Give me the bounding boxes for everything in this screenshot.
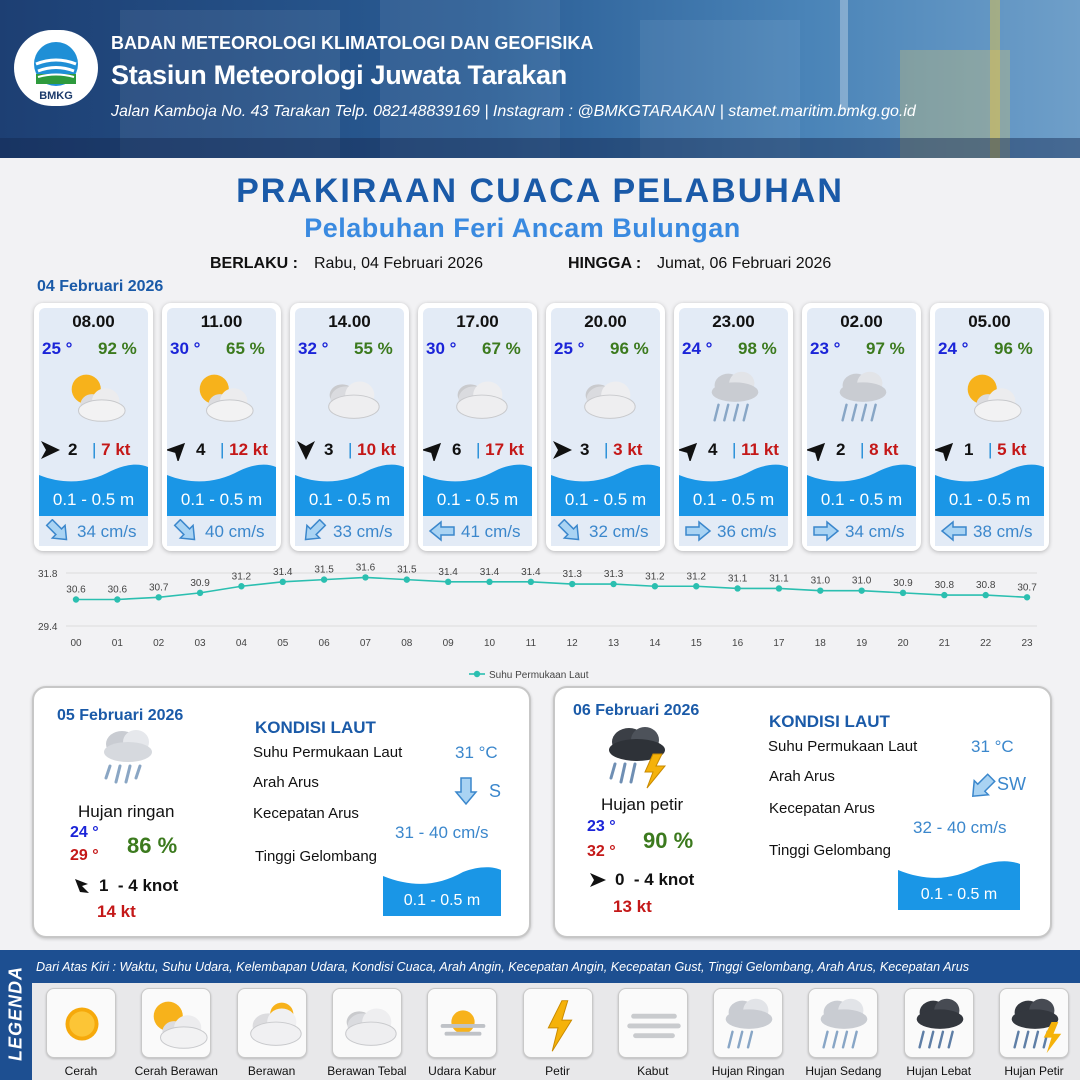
- sst-data-point: [238, 583, 244, 589]
- sst-data-point: [776, 585, 782, 591]
- chart-x-tick-label: 00: [70, 638, 82, 649]
- legend-label: Hujan Lebat: [906, 1064, 972, 1078]
- card-current: [39, 516, 148, 546]
- sst-data-label: 30.7: [148, 582, 169, 594]
- chart-x-tick-label: 07: [359, 638, 372, 649]
- chart-x-tick-label: 11: [525, 638, 537, 649]
- hujan-petir-icon: [999, 988, 1069, 1058]
- day3-cur-dir-label: Arah Arus: [769, 768, 835, 785]
- card-gust-value: 8 kt: [869, 440, 899, 459]
- card-gust-value: 12 kt: [229, 440, 268, 459]
- card-wave-height: 0.1 - 0.5 m: [948, 490, 1031, 509]
- card-temp: 32 °: [298, 339, 329, 358]
- card-gust-value: 11 kt: [741, 440, 779, 459]
- chart-x-tick-label: 10: [483, 638, 496, 649]
- sst-data-label: 31.2: [645, 571, 665, 583]
- card-temp: 30 °: [170, 339, 201, 358]
- valid-to-value: Jumat, 06 Februari 2026: [657, 255, 832, 272]
- chart-x-tick-label: 06: [318, 638, 330, 649]
- card-gust: | 12 kt: [220, 440, 268, 459]
- sst-data-point: [941, 592, 947, 598]
- sst-data-point: [156, 594, 162, 600]
- day3-humidity: 90 %: [643, 828, 694, 853]
- wind-direction-icon: [423, 439, 445, 461]
- sst-data-label: 31.1: [769, 573, 789, 585]
- day3-condition: Hujan petir: [601, 795, 684, 814]
- sst-data-label: 30.7: [1017, 582, 1037, 594]
- bmkg-logo: [14, 30, 98, 106]
- card-temp: 30 °: [426, 339, 457, 358]
- chart-y-tick-label: 29.4: [38, 622, 58, 633]
- sst-data-point: [445, 579, 451, 585]
- sst-data-label: 31.2: [231, 571, 252, 583]
- day3-cur-spd: 32 - 40 cm/s: [913, 818, 1007, 837]
- legend-label: Hujan Sedang: [805, 1064, 882, 1078]
- day2-condition: Hujan ringan: [78, 802, 175, 821]
- card-gust: | 5 kt: [988, 440, 1027, 459]
- day2-sst-label: Suhu Permukaan Laut: [253, 744, 403, 761]
- wind-direction-icon: [551, 439, 573, 461]
- day3-cur-spd-label: Kecepatan Arus: [769, 800, 875, 817]
- berawan-tebal-icon: [317, 365, 385, 429]
- cerah-icon: [46, 988, 116, 1058]
- chart-legend-label: Suhu Permukaan Laut: [489, 670, 589, 681]
- card-current-speed: 38 cm/s: [973, 522, 1033, 541]
- card-temp: 24 °: [938, 339, 969, 358]
- card-wind-speed: 3: [580, 440, 590, 459]
- day2-date: 05 Februari 2026: [57, 707, 184, 724]
- cerah-berawan-icon: [957, 365, 1025, 429]
- day2-gust: 14 kt: [97, 902, 136, 921]
- berawan-icon: [237, 988, 307, 1058]
- sst-data-point: [486, 579, 492, 585]
- valid-to-label: HINGGA :: [568, 255, 642, 272]
- sst-data-point: [280, 579, 286, 585]
- sst-data-label: 31.0: [851, 575, 872, 587]
- sst-data-label: 30.8: [934, 580, 955, 592]
- kabut-icon: [618, 988, 688, 1058]
- cerah-berawan-icon: [61, 365, 129, 429]
- card-gust-value: 5 kt: [997, 440, 1027, 459]
- day3-sst-label: Suhu Permukaan Laut: [768, 738, 918, 755]
- card-humidity: 55 %: [354, 339, 393, 358]
- forecast-card: [802, 303, 921, 551]
- card-time: 14.00: [328, 312, 371, 331]
- card-time: 11.00: [200, 312, 243, 331]
- sst-data-point: [817, 587, 823, 593]
- header-banner: [0, 0, 1080, 158]
- current-arrow-icon: [967, 772, 997, 807]
- day2-wave: 0.1 - 0.5 m: [403, 892, 481, 909]
- day2-wave-label: Tinggi Gelombang: [255, 848, 378, 865]
- card-humidity: 65 %: [226, 339, 265, 358]
- card-temp: 25 °: [42, 339, 73, 358]
- logo-text: BMKG: [39, 90, 73, 102]
- wind-direction-icon: [679, 439, 701, 461]
- day3-wind: 0 - 4 knot: [615, 870, 695, 889]
- day2-wind: 1 - 4 knot: [99, 876, 179, 895]
- chart-x-tick-label: 03: [194, 638, 206, 649]
- hujan-ringan-icon: [92, 726, 162, 792]
- legend-title: LEGENDA: [5, 966, 26, 1062]
- sst-data-label: 31.5: [397, 564, 417, 576]
- station-name: Stasiun Meteorologi Juwata Tarakan: [111, 60, 567, 90]
- sst-data-point: [114, 596, 120, 602]
- card-current-speed: 33 cm/s: [333, 522, 393, 541]
- card-current: [679, 516, 788, 546]
- sst-data-label: 31.2: [686, 571, 706, 583]
- udara-kabur-icon: [427, 988, 497, 1058]
- day2-humidity: 86 %: [127, 833, 178, 858]
- card-humidity: 96 %: [994, 339, 1033, 358]
- sst-data-point: [73, 596, 79, 602]
- card-wave-height: 0.1 - 0.5 m: [180, 490, 263, 509]
- day3-cur-dir: SW: [997, 774, 1026, 794]
- chart-x-tick-label: 18: [814, 638, 826, 649]
- chart-x-tick-label: 09: [442, 638, 454, 649]
- card-wind-speed: 6: [452, 440, 462, 459]
- card-gust: | 7 kt: [92, 440, 131, 459]
- day3-gust: 13 kt: [613, 897, 652, 916]
- wind-direction-icon: [295, 439, 317, 461]
- sst-data-label: 31.6: [355, 562, 376, 574]
- berawan-tebal-icon: [573, 365, 641, 429]
- sst-data-label: 30.8: [975, 580, 996, 592]
- card-time: 20.00: [584, 312, 627, 331]
- sst-data-label: 30.9: [893, 577, 913, 589]
- card-current-speed: 34 cm/s: [77, 522, 137, 541]
- card-time: 02.00: [840, 312, 883, 331]
- sst-data-label: 31.5: [314, 564, 334, 576]
- card-current: [807, 516, 916, 546]
- card-temp: 23 °: [810, 339, 841, 358]
- card-wind-speed: 2: [68, 440, 78, 459]
- day2-sst: 31 °C: [455, 743, 498, 762]
- card-wave-height: 0.1 - 0.5 m: [436, 490, 519, 509]
- wind-direction-icon: [935, 439, 957, 461]
- page-subtitle: Pelabuhan Feri Ancam Bulungan: [304, 213, 741, 243]
- forecast-card: [674, 303, 793, 551]
- card-wave-height: 0.1 - 0.5 m: [308, 490, 391, 509]
- berawan-tebal-icon: [445, 365, 513, 429]
- sst-data-point: [197, 590, 203, 596]
- cerah-berawan-icon: [189, 365, 257, 429]
- current-arrow-icon: [454, 776, 478, 811]
- legend-label: Udara Kabur: [428, 1064, 497, 1078]
- card-humidity: 67 %: [482, 339, 521, 358]
- hujan-sedang-icon: [701, 365, 769, 429]
- chart-x-tick-label: 01: [111, 638, 123, 649]
- sst-data-point: [983, 592, 989, 598]
- legend-label: Cerah Berawan: [134, 1064, 218, 1078]
- chart-x-tick-label: 21: [938, 638, 950, 649]
- sst-data-label: 30.6: [66, 584, 86, 596]
- legend-label: Cerah: [64, 1064, 98, 1078]
- legend-label: Berawan Tebal: [327, 1064, 407, 1078]
- hujan-sedang-icon: [829, 365, 897, 429]
- sst-data-point: [900, 590, 906, 596]
- chart-x-tick-label: 02: [153, 638, 165, 649]
- card-time: 17.00: [456, 312, 499, 331]
- card-humidity: 98 %: [738, 339, 777, 358]
- sst-data-point: [693, 583, 699, 589]
- day1-date: 04 Februari 2026: [37, 278, 164, 295]
- legend-marker: [474, 671, 480, 677]
- card-current: [423, 516, 532, 546]
- sst-data-label: 30.9: [190, 577, 210, 589]
- chart-x-tick-label: 08: [401, 638, 413, 649]
- day3-wave-label: Tinggi Gelombang: [769, 842, 892, 859]
- day3-wind-arrow-icon: [588, 870, 608, 895]
- forecast-card: [34, 303, 153, 551]
- sst-data-label: 31.4: [479, 566, 500, 578]
- hujan-lebat-icon: [904, 988, 974, 1058]
- hujan-petir-icon: [599, 724, 679, 792]
- sst-data-point: [734, 585, 740, 591]
- chart-x-tick-label: 13: [607, 638, 620, 649]
- day3-wave: 0.1 - 0.5 m: [920, 886, 998, 903]
- sst-data-label: 31.3: [562, 569, 582, 581]
- sst-data-label: 31.4: [273, 566, 293, 578]
- wind-direction-icon: [807, 439, 829, 461]
- chart-x-tick-label: 22: [980, 638, 992, 649]
- card-gust-value: 10 kt: [357, 440, 396, 459]
- day2-cur-dir: S: [489, 781, 502, 801]
- sst-data-label: 31.4: [438, 566, 458, 578]
- forecast-card: [162, 303, 281, 551]
- chart-x-tick-label: 19: [856, 638, 868, 649]
- day2-cur-spd: 31 - 40 cm/s: [395, 823, 489, 842]
- card-time: 05.00: [968, 312, 1011, 331]
- chart-x-tick-label: 23: [1021, 638, 1033, 649]
- day2-sea-title: KONDISI LAUT: [255, 718, 376, 737]
- forecast-card: [418, 303, 537, 551]
- legend-label: Kabut: [637, 1064, 669, 1078]
- day2-cur-dir-label: Arah Arus: [253, 774, 319, 791]
- page-title: PRAKIRAAN CUACA PELABUHAN: [236, 172, 844, 210]
- forecast-card: [290, 303, 409, 551]
- card-gust-value: 3 kt: [613, 440, 643, 459]
- card-current: [295, 516, 404, 546]
- day3-sst: 31 °C: [971, 737, 1014, 756]
- card-current: [935, 516, 1044, 546]
- legend-label: Hujan Ringan: [711, 1064, 785, 1078]
- chart-x-tick-label: 12: [566, 638, 578, 649]
- hujan-sedang-icon: [808, 988, 878, 1058]
- sst-data-label: 31.1: [727, 573, 748, 585]
- sst-data-point: [528, 579, 534, 585]
- card-temp: 24 °: [682, 339, 713, 358]
- card-wave-height: 0.1 - 0.5 m: [52, 490, 135, 509]
- sst-data-point: [362, 574, 368, 580]
- day2-temp-min: 24 °: [70, 824, 99, 841]
- sst-data-point: [652, 583, 658, 589]
- card-gust-value: 17 kt: [485, 440, 524, 459]
- card-gust: | 10 kt: [348, 440, 396, 459]
- legend-label: Berawan: [247, 1064, 296, 1078]
- day2-wind-arrow-icon: [72, 876, 92, 901]
- valid-from-value: Rabu, 04 Februari 2026: [314, 255, 483, 272]
- card-current-speed: 41 cm/s: [461, 522, 521, 541]
- card-gust: | 11 kt: [732, 440, 779, 459]
- card-humidity: 96 %: [610, 339, 649, 358]
- chart-x-tick-label: 14: [649, 638, 661, 649]
- chart-x-tick-label: 05: [277, 638, 289, 649]
- sst-data-point: [858, 587, 864, 593]
- day3-temp-min: 23 °: [587, 818, 616, 835]
- card-current-speed: 40 cm/s: [205, 522, 265, 541]
- day2-cur-spd-label: Kecepatan Arus: [253, 805, 359, 822]
- forecast-card: [546, 303, 665, 551]
- sst-data-point: [321, 576, 327, 582]
- sst-chart: [0, 562, 1080, 682]
- legend-label: Petir: [545, 1064, 570, 1078]
- chart-x-tick-label: 04: [235, 638, 247, 649]
- sst-data-point: [569, 581, 575, 587]
- card-time: 08.00: [72, 312, 115, 331]
- card-temp: 25 °: [554, 339, 585, 358]
- card-wind-speed: 2: [836, 440, 846, 459]
- card-wave-height: 0.1 - 0.5 m: [564, 490, 647, 509]
- day3-panel: [553, 686, 1052, 938]
- card-gust-value: 7 kt: [101, 440, 131, 459]
- card-wind-speed: 3: [324, 440, 334, 459]
- sst-data-label: 31.4: [521, 566, 541, 578]
- chart-x-tick-label: 15: [690, 638, 702, 649]
- sst-data-label: 31.3: [603, 569, 624, 581]
- chart-x-tick-label: 16: [732, 638, 744, 649]
- sst-data-point: [1024, 594, 1030, 600]
- hujan-ringan-icon: [713, 988, 783, 1058]
- sst-data-label: 30.6: [107, 584, 128, 596]
- card-humidity: 92 %: [98, 339, 137, 358]
- card-wind-speed: 4: [196, 440, 206, 459]
- sst-data-label: 31.0: [810, 575, 831, 587]
- card-current: [551, 516, 660, 546]
- card-wind-speed: 4: [708, 440, 718, 459]
- wind-direction-icon: [167, 439, 189, 461]
- wind-direction-icon: [39, 439, 61, 461]
- petir-icon: [523, 988, 593, 1058]
- sst-series-line: [76, 577, 1027, 599]
- legend-label: Hujan Petir: [1004, 1064, 1064, 1078]
- legend-description: Dari Atas Kiri : Waktu, Suhu Udara, Kelembapan Udara, Kondisi Cuaca, Arah Angin, Kecepatan Angin, Kecepatan Gust, Tinggi Gelombang, Arah Arus, Kecepatan Arus: [36, 960, 970, 974]
- valid-from-label: BERLAKU :: [210, 255, 298, 272]
- card-time: 23.00: [712, 312, 755, 331]
- day2-temp-max: 29 °: [70, 847, 99, 864]
- day3-temp-max: 32 °: [587, 843, 616, 860]
- contact-line: Jalan Kamboja No. 43 Tarakan Telp. 082148839169 | Instagram : @BMKGTARAKAN | stamet.maritim.bmkg.go.id: [111, 103, 916, 120]
- card-humidity: 97 %: [866, 339, 905, 358]
- card-current-speed: 34 cm/s: [845, 522, 905, 541]
- cerah-berawan-icon: [141, 988, 211, 1058]
- chart-y-tick-label: 31.8: [38, 569, 58, 580]
- chart-x-tick-label: 17: [773, 638, 785, 649]
- card-wave-height: 0.1 - 0.5 m: [820, 490, 903, 509]
- day3-sea-title: KONDISI LAUT: [769, 712, 890, 731]
- card-gust: | 8 kt: [860, 440, 899, 459]
- card-gust: | 17 kt: [476, 440, 524, 459]
- berawan-tebal-icon: [332, 988, 402, 1058]
- forecast-card: [930, 303, 1049, 551]
- card-gust: | 3 kt: [604, 440, 643, 459]
- day3-date: 06 Februari 2026: [573, 702, 700, 719]
- sst-data-point: [610, 581, 616, 587]
- chart-x-tick-label: 20: [897, 638, 909, 649]
- day2-panel: [32, 686, 531, 938]
- agency-name: BADAN METEOROLOGI KLIMATOLOGI DAN GEOFISIKA: [111, 33, 594, 53]
- card-current-speed: 32 cm/s: [589, 522, 649, 541]
- card-wind-speed: 1: [964, 440, 974, 459]
- sst-data-point: [404, 576, 410, 582]
- card-current-speed: 36 cm/s: [717, 522, 777, 541]
- card-wave-height: 0.1 - 0.5 m: [692, 490, 775, 509]
- card-current: [167, 516, 276, 546]
